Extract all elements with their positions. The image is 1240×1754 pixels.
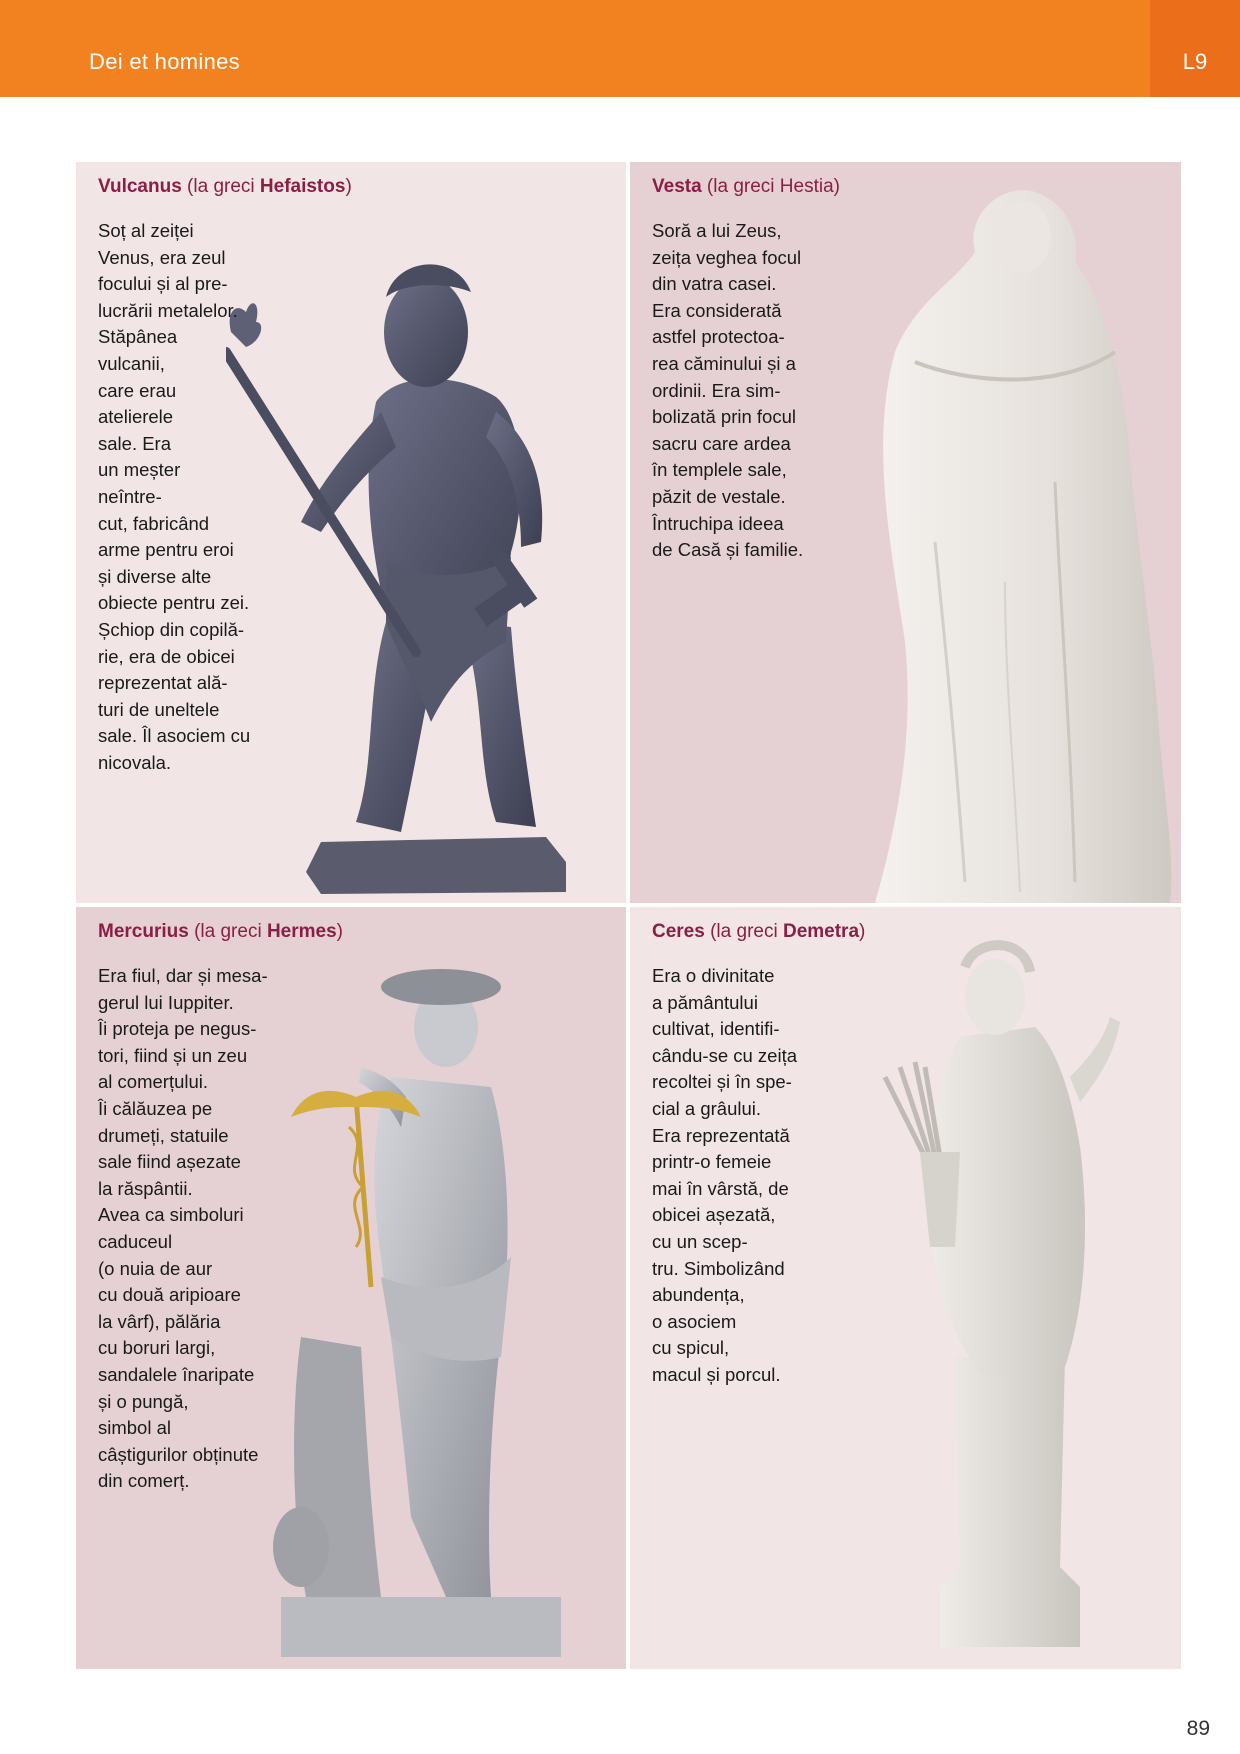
- lesson-tab: [1150, 0, 1240, 97]
- mercurius-heading: Mercurius (la greci Hermes): [98, 921, 343, 942]
- ceres-description: Era o divinitate a pământului cultivat, identifi- cându-se cu zeița recoltei și în spe- cial a grâului. Era reprezentată printr-o femeie mai în vârstă, de obicei așezată, cu un scep- tru. Simbolizând abundența, o asociem cu spicul, macul și porcul.: [652, 965, 798, 1385]
- lesson-label: L9: [1182, 49, 1208, 74]
- ceres-heading: Ceres (la greci Demetra): [652, 921, 866, 942]
- vulcanus-description: Soț al zeiței Venus, era zeul focului și al pre- lucrării metalelor. Stăpânea vulcanii, care erau atelierele sale. Era un meșter neîntre- cut, fabricând arme pentru eroi și diverse alte obiecte pentru zei. Șchiop din copilă- rie, era de obicei reprezentat ală- turi de uneltele sale. Îl asociem cu nicovala.: [98, 220, 251, 773]
- panel-vulcanus: [76, 162, 626, 903]
- panel-vesta: [630, 162, 1181, 903]
- mercurius-statue: [261, 957, 626, 1669]
- vesta-statue: [855, 182, 1181, 903]
- mercurius-description: Era fiul, dar și mesa- gerul lui Iuppiter. Îi proteja pe negus- tori, fiind și un zeu al comerțului. Îi călăuzea pe drumeți, statuile sale fiind așezate la răspântii. Avea ca simboluri caduceul (o nuia de aur cu două aripioare la vârf), pălăria cu boruri largi, sandalele înaripate și o pungă, simbol al câștigurilor obținute din comerț.: [98, 965, 268, 1492]
- vulcanus-statue: [226, 222, 626, 902]
- vesta-description: Soră a lui Zeus, zeița veghea focul din vatra casei. Era considerată astfel protectoa- rea căminului și a ordinii. Era sim- bolizată prin focul sacru care ardea în templele sale, păzit de vestale. Întruchipa ideea de Casă și familie.: [652, 220, 804, 561]
- panel-ceres: [630, 907, 1181, 1669]
- vulcanus-heading: Vulcanus (la greci Hefaistos): [98, 176, 352, 197]
- vesta-heading: Vesta (la greci Hestia): [652, 176, 840, 197]
- ceres-statue: [865, 927, 1145, 1669]
- chapter-title: Dei et homines: [89, 49, 240, 74]
- header-bar: [0, 0, 1240, 97]
- page-number: 89: [1186, 1717, 1210, 1740]
- panel-mercurius: [76, 907, 626, 1669]
